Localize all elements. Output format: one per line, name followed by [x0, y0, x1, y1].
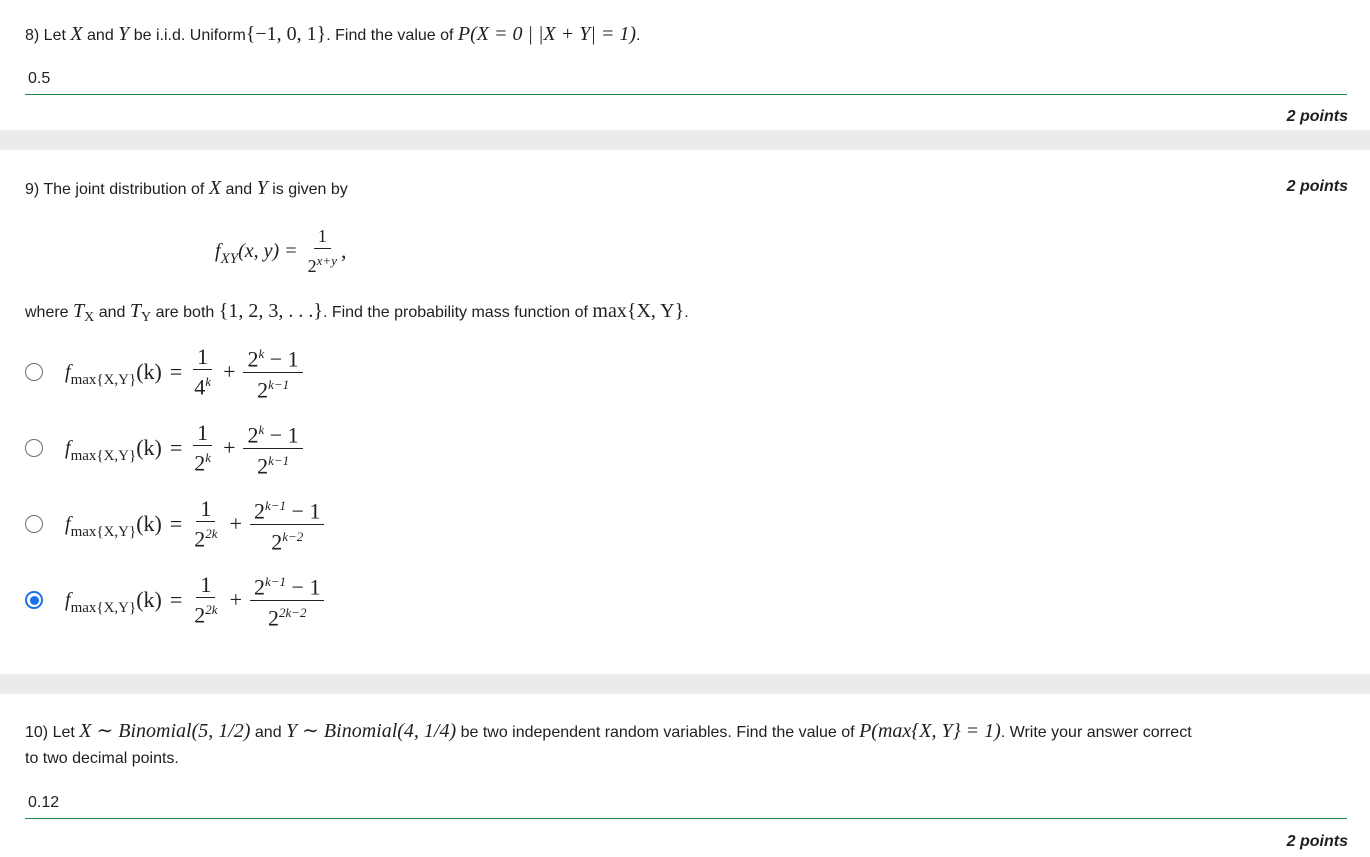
points-label: 2 points — [1286, 108, 1348, 125]
question-10-card — [0, 694, 1370, 857]
question-10-text: 10) Let X ∼ Binomial(5, 1/2) and Y ∼ Binomial(4, 1/4) be two independent random variables. Find the value of P(max{X, Y} = 1). Write your answer correct to two decimal points. — [25, 720, 1192, 767]
answer-value: 0.5 — [28, 70, 51, 87]
option-formula: f max{X,Y} (k) = $\frac{1}{2^{2k}}$ + $\frac{2^{k-1} - 1}{2^{k-2}}$ — [65, 496, 324, 552]
option-2[interactable] — [25, 418, 303, 478]
option-4[interactable] — [25, 570, 324, 630]
radio-button[interactable] — [25, 363, 43, 381]
question-9-card — [0, 150, 1370, 674]
option-formula: f max{X,Y} (k) = $\frac{1}{2^{2k}}$ + $\frac{2^{k-1} - 1}{2^{2k-2}}$ — [65, 572, 324, 628]
option-1[interactable] — [25, 342, 303, 402]
option-formula: f max{X,Y} (k) = $\frac{1}{2^k}$ + $\frac{2^k - 1}{2^{k-1}}$ — [65, 420, 303, 476]
points-label: 2 points — [1286, 833, 1348, 850]
answer-value: 0.12 — [28, 794, 60, 811]
radio-button-selected[interactable] — [25, 591, 43, 609]
question-8-card — [0, 0, 1370, 130]
question-10-answer-field[interactable] — [25, 791, 1347, 819]
question-8-text: 8) Let X and Y be i.i.d. Uniform{−1, 0, 1}. Find the value of P(X = 0 | |X + Y| = 1). — [25, 23, 641, 45]
joint-distribution-formula: f XY (x, y) = $\frac{1}{2^{x+y}}$ , — [215, 226, 347, 276]
points-label: 2 points — [1286, 178, 1348, 195]
question-9-text: 9) The joint distribution of X and Y is given by — [25, 177, 348, 199]
radio-button[interactable] — [25, 515, 43, 533]
radio-button[interactable] — [25, 439, 43, 457]
question-8-answer-field[interactable] — [25, 67, 1347, 95]
option-3[interactable] — [25, 494, 324, 554]
option-formula: f max{X,Y} (k) = $\frac{1}{4^k}$ + $\frac{2^k - 1}{2^{k-1}}$ — [65, 344, 303, 400]
question-9-where-text: where TX and TY are both {1, 2, 3, . . .}. Find the probability mass function of max{X, Y}. — [25, 300, 689, 325]
